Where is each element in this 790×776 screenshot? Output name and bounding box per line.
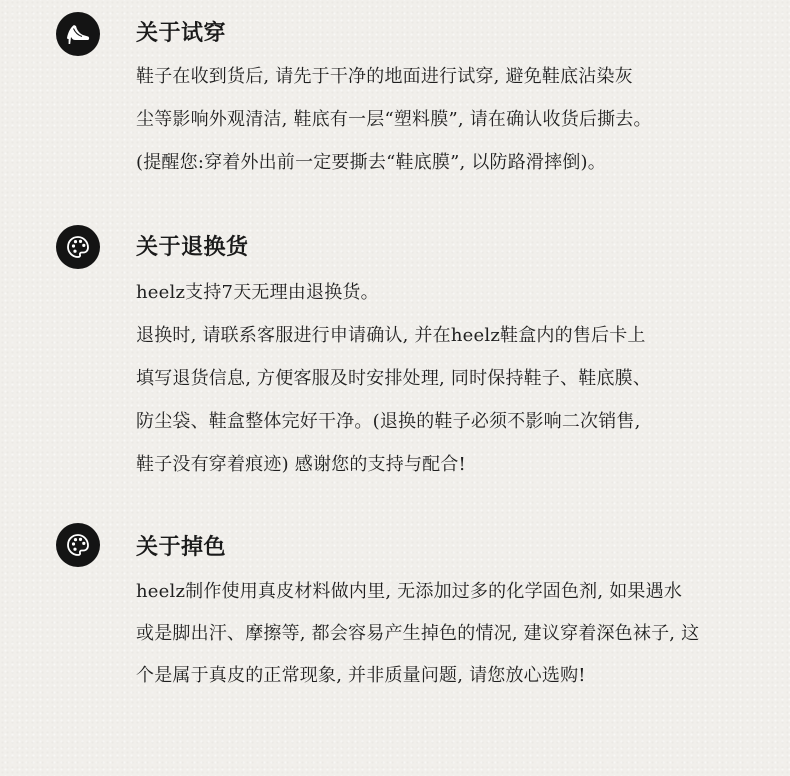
paragraph-line: 填写退货信息, 方便客服及时安排处理, 同时保持鞋子、鞋底膜、 <box>136 368 652 389</box>
paragraph-line: 防尘袋、鞋盒整体完好干净。(退换的鞋子必须不影响二次销售, <box>136 411 641 432</box>
paragraph-line: (提醒您:穿着外出前一定要撕去“鞋底膜”, 以防路滑摔倒)。 <box>136 152 606 173</box>
paragraph-line: heelz制作使用真皮材料做内里, 无添加过多的化学固色剂, 如果遇水 <box>136 581 683 602</box>
section-title: 关于试穿 <box>136 20 227 46</box>
paragraph-line: 鞋子没有穿着痕迹) 感谢您的支持与配合! <box>136 454 466 475</box>
paragraph-line: heelz支持7天无理由退换货。 <box>136 282 379 303</box>
paragraph-line: 或是脚出汗、摩擦等, 都会容易产生掉色的情况, 建议穿着深色袜子, 这 <box>136 623 700 644</box>
section-body <box>136 271 736 486</box>
section-body <box>136 55 736 184</box>
section-title: 关于退换货 <box>136 234 249 260</box>
section-title: 关于掉色 <box>136 534 227 560</box>
paragraph-line: 鞋子在收到货后, 请先于干净的地面进行试穿, 避免鞋底沾染灰 <box>136 66 633 87</box>
palette-icon <box>56 523 100 567</box>
paragraph-line: 个是属于真皮的正常现象, 并非质量问题, 请您放心选购! <box>136 665 586 686</box>
paragraph-line: 退换时, 请联系客服进行申请确认, 并在heelz鞋盒内的售后卡上 <box>136 325 646 346</box>
palette-icon <box>56 225 100 269</box>
high-heel-shoe-icon <box>56 12 100 56</box>
section-body <box>136 571 736 697</box>
paragraph-line: 尘等影响外观清洁, 鞋底有一层“塑料膜”, 请在确认收货后撕去。 <box>136 109 652 130</box>
